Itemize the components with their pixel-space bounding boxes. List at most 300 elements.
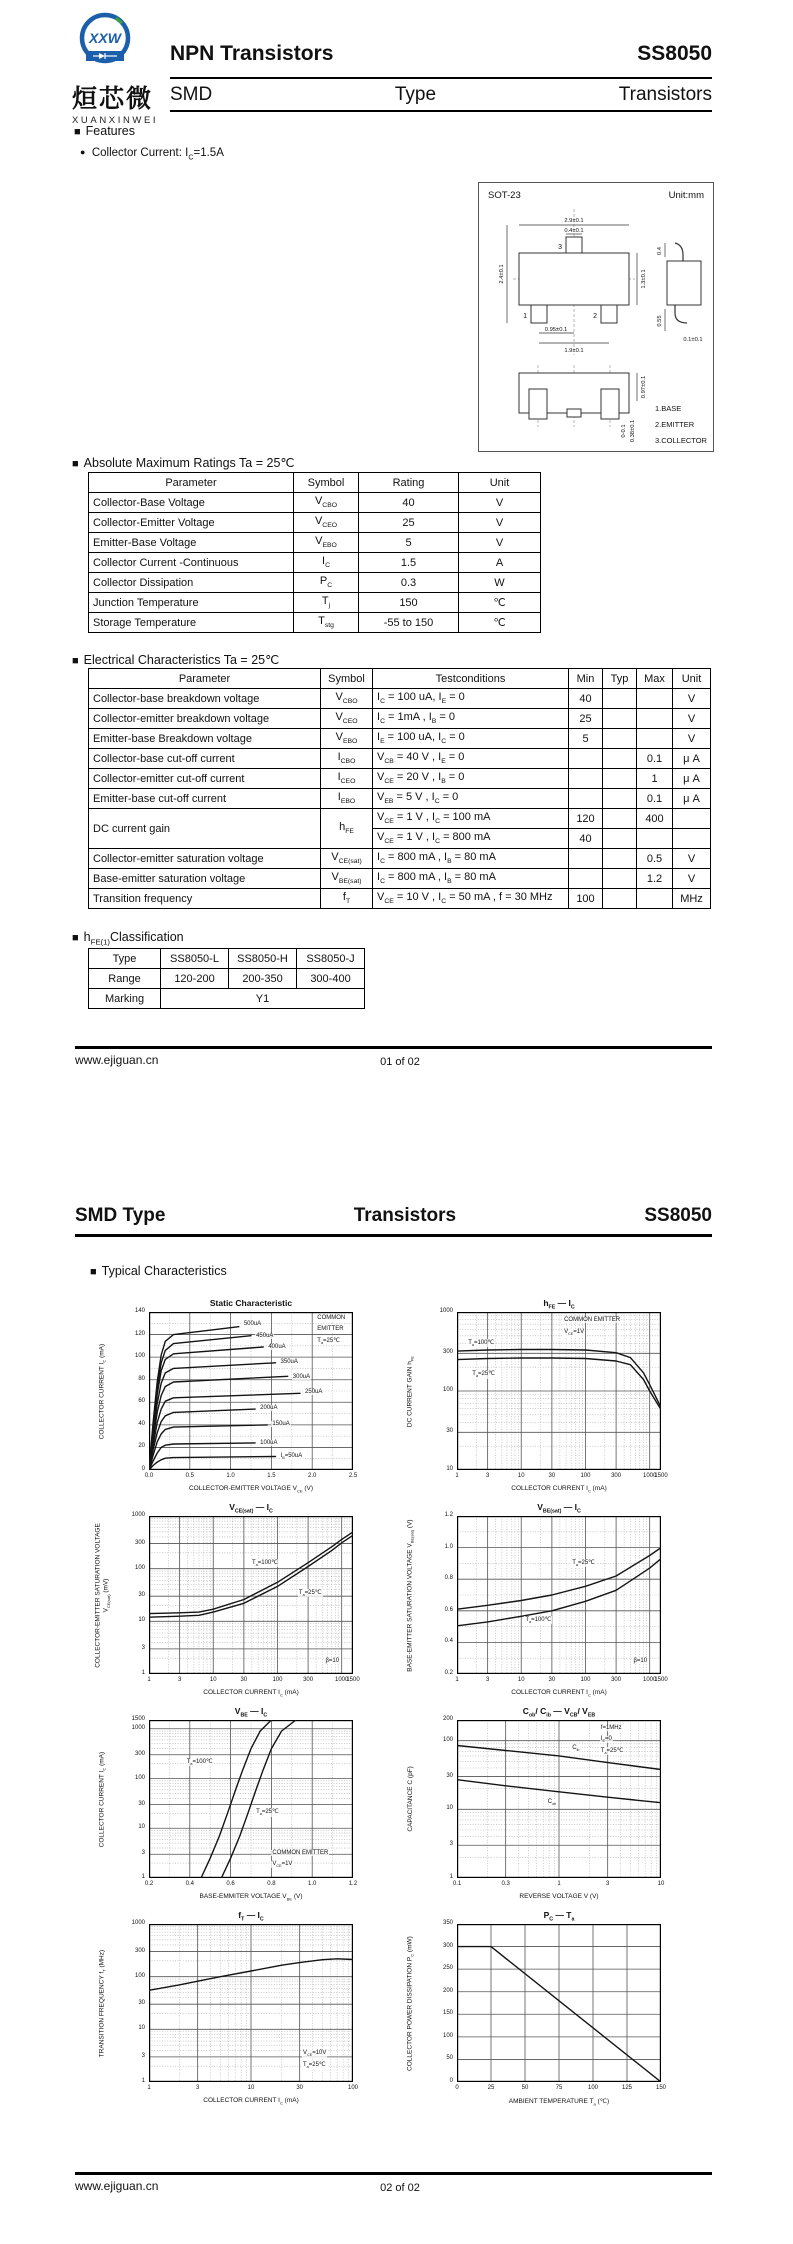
chart-annotation: $T_a=100℃$ [468,1339,495,1348]
table-cell: 5 [569,729,603,749]
table-cell [603,869,637,889]
y-tick-label: 0.4 [444,1638,453,1645]
x-tick-label: 150 [655,2085,666,2091]
table-row [89,729,711,749]
x-tick-label: 30 [240,1677,248,1683]
table-cell: 150 [359,593,459,613]
x-tick-label: 3 [605,1881,610,1887]
x-tick-label: 10 [517,1473,525,1479]
subtitle-smd: SMD [170,84,213,105]
y-tick-label: 3 [141,1850,145,1857]
page2-header-left: SMD Type [75,1205,166,1226]
abs-max-title-text: Absolute Maximum Ratings Ta = 25℃ [83,456,295,470]
table-cell [637,689,673,709]
x-tick-label: 1000 [643,1677,657,1683]
footer-rule-1 [75,1046,712,1049]
x-tick-label: 1000 [643,1473,657,1479]
column-header: Type [89,949,161,969]
pin3-number: 3 [558,244,562,251]
chart-ft-vs-ic [85,1910,365,2114]
x-tick-label: 0.1 [452,1881,462,1887]
x-axis-label: BASE-EMMITER VOLTAGE $V_{BE}$ (V) [199,1893,303,1902]
table-cell: 100 [569,889,603,909]
x-tick-label: 30 [296,2085,303,2091]
hfe-title [72,930,184,947]
chart-title: $V_{CE(sat)}$ — $I_C$ [229,1502,273,1515]
y-tick-label: 10 [446,1805,453,1812]
page2-header-right: SS8050 [644,1205,712,1226]
table-cell: $I_{CBO}$ [321,749,373,769]
table-cell: $I_C = 800$ mA , $I_B = 80$ mA [373,849,569,869]
chart-plot [149,1924,353,2082]
table-cell: 400 [637,809,673,829]
chart-title: Static Characteristic [209,1298,293,1308]
table-cell [637,709,673,729]
column-header: SS8050-H [229,949,297,969]
y-tick-label: 1500 [131,1716,145,1722]
column-header: Symbol [321,669,373,689]
table-cell: Collector Dissipation [89,573,294,593]
table-cell [569,769,603,789]
package-outline-box [478,182,714,452]
table-cell: Base-emitter saturation voltage [89,869,321,889]
y-axis-label: DC CURRENT GAIN $h_{FE}$ [406,1355,415,1427]
company-name-cn: 烜芯微 [72,85,154,113]
pin1-number: 1 [523,313,527,320]
y-tick-label: 1.2 [444,1512,453,1518]
x-tick-label: 10 [209,1677,217,1683]
y-tick-label: 200 [442,1987,453,1994]
chart-title: $C_{ob}/$ $C_{ib}$ — $V_{CB}/$ $V_{EB}$ [522,1706,596,1719]
table-cell: V [673,869,711,889]
chart-pc-vs-ta [393,1910,673,2114]
table-cell [637,729,673,749]
table-cell [603,889,637,909]
pin2-label: 2.EMITTER [655,420,695,429]
column-header: Unit [459,473,541,493]
y-tick-label: 1 [141,1874,145,1880]
y-tick-label: 50 [446,2055,453,2062]
section-bullet-icon: ■ [72,458,79,470]
chart-annotation: 450uA [256,1332,274,1339]
x-tick-label: 1 [455,1677,459,1683]
table-cell: Collector-base cut-off current [89,749,321,769]
table-cell [603,709,637,729]
dim-pin-span: 1.9±0.1 [564,348,584,354]
table-cell: 300-400 [297,969,365,989]
x-axis-label: COLLECTOR CURRENT $I_C$ (mA) [511,1485,607,1494]
table-cell: $T_j$ [294,593,359,613]
y-tick-label: 30 [138,2000,145,2007]
x-tick-label: 100 [347,2085,358,2091]
series-IB=500uA [149,1327,239,1470]
y-tick-label: 100 [134,1972,145,1979]
table-cell: μ A [673,749,711,769]
y-axis-label: COLLECTOR-EMITTER SATURATION VOLTAGE $V_{CE(sat)}$ (mV) [94,1522,111,1668]
table-row [89,989,365,1009]
y-tick-label: 100 [442,1736,453,1743]
chart-annotation: $T_a=100℃$ [525,1616,552,1624]
y-tick-label: 3 [449,1841,453,1848]
column-header: Symbol [294,473,359,493]
page-title: NPN Transistors [170,42,334,65]
footer-page-2: 02 of 02 [380,2182,420,2194]
table-cell [603,689,637,709]
dim-pin-pitch: 0.95±0.1 [544,327,568,333]
logo-mark-icon [72,10,138,74]
data-table [88,948,365,1009]
chart-annotation: $I_E=0$ [600,1735,612,1743]
chart-title: $V_{BE(sat)}$ — $I_C$ [537,1502,581,1515]
table-cell: A [459,553,541,573]
chart-annotation: β=10 [325,1658,340,1665]
chart-annotation: 200uA [260,1405,278,1412]
table-cell: Collector-Emitter Voltage [89,513,294,533]
table-cell [603,789,637,809]
dim-lead-bottom: 0.55 [657,315,663,327]
chart-annotation: $V_{CE}=1V$ [564,1329,585,1337]
footer-page-1: 01 of 02 [380,1056,420,1068]
y-tick-label: 100 [134,1353,145,1360]
table-cell: Marking [89,989,161,1009]
y-axis-label: COLLECTOR CURRENT $I_C$ (mA) [98,1751,107,1847]
y-tick-label: 30 [138,1800,145,1807]
abs-max-table [88,472,541,633]
features-title-text: Features [85,124,135,138]
y-tick-label: 0.8 [444,1575,453,1582]
y-tick-label: 30 [446,1772,453,1779]
table-cell: MHz [673,889,711,909]
y-tick-label: 100 [134,1564,145,1571]
column-header: Max [637,669,673,689]
y-tick-label: 3 [141,2052,145,2059]
y-tick-label: 30 [446,1428,453,1435]
package-drawing [479,205,713,449]
y-tick-label: 120 [134,1330,145,1337]
feature-text: Collector Current: $I_C=1.5A$ [91,147,224,162]
typical-characteristics-text: Typical Characteristics [101,1264,227,1278]
x-tick-label: 0.4 [185,1881,194,1887]
chart-vcesat-vs-ic [85,1502,365,1706]
table-cell: $V_{CBO}$ [321,689,373,709]
y-tick-label: 1 [141,2078,145,2084]
chart-annotation: 250uA [305,1389,323,1396]
x-tick-label: 30 [548,1473,556,1479]
table-cell: 0.1 [637,749,673,769]
table-cell [603,749,637,769]
table-cell: Collector Current -Continuous [89,553,294,573]
elec-title [72,652,279,667]
chart-annotation: 150uA [272,1421,290,1428]
section-bullet-icon: ■ [72,655,79,667]
y-tick-label: 10 [138,2025,145,2032]
table-cell: 1.2 [637,869,673,889]
x-tick-label: 300 [611,1473,622,1479]
y-tick-label: 150 [442,2010,453,2017]
y-tick-label: 0.6 [444,1606,453,1613]
table-cell: $I_C = 800$ mA , $I_B = 80$ mA [373,869,569,889]
dim-pad-height: 0.97±0.1 [641,375,647,399]
table-cell: $V_{CBO}$ [294,493,359,513]
chart-title: $P_C$ — $T_a$ [543,1910,575,1923]
title-row [170,42,712,66]
chart-vbesat-vs-ic [393,1502,673,1706]
y-tick-label: 60 [138,1398,145,1405]
x-axis-label: COLLECTOR CURRENT $I_C$ (mA) [203,2097,299,2106]
table-row [89,613,541,633]
table-cell: V [673,709,711,729]
table-cell: $h_{FE}$ [321,809,373,849]
table-cell: Transition frequency [89,889,321,909]
table-cell: 0.3 [359,573,459,593]
features-title [74,124,135,138]
y-tick-label: 0.2 [444,1670,453,1676]
x-axis-label: AMBIENT TEMPERATURE $T_a$ (℃) [508,2098,610,2107]
table-row [89,593,541,613]
x-tick-label: 0.3 [501,1881,510,1887]
chart-plot [457,1312,661,1470]
y-tick-label: 1000 [131,1512,145,1518]
table-cell: 40 [569,689,603,709]
x-tick-label: 1 [147,2085,151,2091]
column-header: Typ [603,669,637,689]
chart-annotation: $T_a=25℃$ [472,1371,495,1379]
table-cell: Range [89,969,161,989]
y-tick-label: 1000 [131,1724,145,1731]
x-tick-label: 125 [621,2085,632,2091]
table-row [89,533,541,553]
table-cell: V [673,729,711,749]
table-cell [569,749,603,769]
chart-annotation: $T_a=100℃$ [252,1559,279,1567]
x-tick-label: 50 [521,2085,529,2091]
table-cell: Collector-emitter breakdown voltage [89,709,321,729]
x-tick-label: 10 [657,1881,665,1887]
x-tick-label: 1.0 [308,1881,317,1887]
chart-annotation: 400uA [268,1343,286,1350]
x-tick-label: 10 [517,1677,525,1683]
y-axis-label: COLLECTOR CURRENT $I_C$ (mA) [98,1343,107,1439]
x-tick-label: 300 [303,1677,314,1683]
table-cell: 40 [569,829,603,849]
table-row [89,709,711,729]
subtitle-row [170,84,712,106]
chart-cob-cib-vs-v [393,1706,673,1910]
pin1-label: 1.BASE [655,404,682,413]
x-tick-label: 2.5 [348,1473,358,1479]
table-cell: 120 [569,809,603,829]
x-tick-label: 1.5 [267,1473,276,1479]
table-cell: ℃ [459,593,541,613]
x-tick-label: 30 [548,1677,556,1683]
table-cell: W [459,573,541,593]
table-cell: $V_{CE(sat)}$ [321,849,373,869]
x-tick-label: 0.0 [144,1473,154,1479]
y-tick-label: 30 [138,1592,145,1599]
table-cell [637,829,673,849]
part-number: SS8050 [637,42,712,65]
y-tick-label: 300 [134,1539,145,1546]
chart-plot [457,1720,661,1878]
chart-annotation: COMMON [317,1315,346,1322]
table-row [89,969,365,989]
table-cell: 0.5 [637,849,673,869]
y-tick-label: 1000 [131,1920,145,1926]
dim-pad-width: 0.38±0.1 [630,419,636,443]
table-cell: $f_T$ [321,889,373,909]
chart-annotation: $T_a=25℃$ [317,1338,340,1346]
bullet-icon: ● [80,147,86,157]
logo-letters: XXW [89,30,121,46]
y-tick-label: 10 [138,1824,145,1831]
table-cell: $V_{CE} = 1$ V , $I_C = 800$ mA [373,829,569,849]
table-cell: $V_{CB} = 40$ V , $I_E = 0$ [373,749,569,769]
table-cell: V [673,689,711,709]
table-cell: $V_{EBO}$ [321,729,373,749]
y-tick-label: 20 [138,1443,145,1450]
y-tick-label: 40 [138,1420,145,1427]
chart-annotation: EMITTER [317,1326,344,1333]
table-cell [673,809,711,829]
chart-annotation: $T_a=25℃$ [256,1809,279,1817]
typical-characteristics-title [90,1264,227,1278]
chart-annotation: $T_a=100℃$ [186,1758,213,1767]
y-tick-label: 350 [442,1920,453,1926]
table-cell [569,849,603,869]
table-cell: 25 [359,513,459,533]
table-cell: 0.1 [637,789,673,809]
package-unit: Unit:mm [668,190,704,201]
chart-title: $V_{BE}$ — $I_C$ [234,1706,268,1719]
chart-annotation: $V_{CE}=1V$ [272,1860,293,1868]
package-name: SOT-23 [488,190,521,201]
x-tick-label: 100 [272,1677,283,1683]
table-cell: ℃ [459,613,541,633]
x-tick-label: 1.2 [348,1881,358,1887]
table-row [89,789,711,809]
pin2-number: 2 [593,313,597,320]
table-cell [569,869,603,889]
x-axis-label: COLLECTOR-EMITTER VOLTAGE $V_{CE}$ (V) [188,1485,314,1494]
x-tick-label: 0.8 [267,1881,276,1887]
x-tick-label: 3 [195,2085,200,2091]
y-tick-label: 300 [134,1750,145,1757]
table-row [89,513,541,533]
x-axis-label: COLLECTOR CURRENT $I_C$ (mA) [203,1689,299,1698]
table-cell: Emitter-Base Voltage [89,533,294,553]
x-tick-label: 100 [587,2085,598,2091]
chart-annotation: COMMON EMITTER [564,1316,621,1323]
column-header: Unit [673,669,711,689]
company-name-en: XUANXINWEI [72,115,159,126]
column-header: Testconditions [373,669,569,689]
header-rule-1 [170,77,712,79]
table-cell [637,889,673,909]
table-cell: Collector-emitter saturation voltage [89,849,321,869]
table-cell: $I_{EBO}$ [321,789,373,809]
y-tick-label: 1000 [439,1308,453,1314]
chart-annotation: 300uA [292,1373,311,1380]
table-cell [603,849,637,869]
x-tick-label: 0.2 [144,1881,154,1887]
table-cell: V [459,533,541,553]
y-axis-label: TRANSITION FREQUENCY $f_T$ (MHz) [98,1949,107,2057]
dim-body-height: 1.3±0.1 [641,269,647,289]
y-axis-label: CAPACITANCE C (pF) [407,1766,415,1832]
table-cell: Y1 [161,989,365,1009]
x-tick-label: 2.0 [308,1473,317,1479]
chart-annotation: $T_a=25℃$ [600,1747,624,1756]
y-axis-label: BASE-EMITTER SATURATION VOLTAGE $V_{BE(sat)}$ (V) [406,1518,415,1672]
table-cell: V [673,849,711,869]
table-cell: $I_C = 100$ uA, $I_E = 0$ [373,689,569,709]
y-tick-label: 300 [442,1349,453,1356]
y-tick-label: 80 [138,1375,145,1382]
table-row [89,573,541,593]
x-tick-label: 1 [557,1881,561,1887]
table-row [89,689,711,709]
table-cell: $V_{BE(sat)}$ [321,869,373,889]
table-cell: V [459,513,541,533]
chart-annotation: $T_a=25℃$ [298,1589,322,1597]
y-tick-label: 250 [442,1965,453,1972]
header-rule-2 [170,110,712,112]
table-row [89,849,711,869]
table-row [89,749,711,769]
table-cell: 25 [569,709,603,729]
abs-max-title [72,455,294,470]
elec-title-text: Electrical Characteristics Ta = 25℃ [83,653,280,667]
section-bullet-icon: ■ [74,126,81,138]
table-cell: $I_C$ [294,553,359,573]
table-cell: Emitter-base Breakdown voltage [89,729,321,749]
chart-hfe-vs-ic [393,1298,673,1502]
company-logo [72,10,158,126]
chart-title: $h_{FE}$ — $I_C$ [543,1298,575,1311]
table-cell [603,769,637,789]
data-table [88,472,541,633]
elec-table [88,668,711,909]
x-tick-label: 1500 [346,1677,360,1683]
feature-item [80,147,224,161]
x-tick-label: 3 [485,1473,490,1479]
x-tick-label: 25 [487,2085,495,2091]
dim-height-total: 2.4±0.1 [499,264,505,284]
column-header: Rating [359,473,459,493]
hfe-table [88,948,365,1009]
section-bullet-icon: ■ [72,932,79,944]
table-cell: 5 [359,533,459,553]
y-tick-label: 1.0 [444,1543,453,1550]
table-cell [569,789,603,809]
chart-annotation: 100uA [260,1439,278,1446]
chart-annotation: f=1MHz [600,1724,622,1731]
table-cell: Emitter-base cut-off current [89,789,321,809]
dim-pad-gap: 0-0.1 [621,424,627,438]
table-row [89,769,711,789]
dim-standoff: 0.1±0.1 [683,337,703,343]
chart-annotation: COMMON EMITTER [272,1849,329,1856]
column-header: SS8050-J [297,949,365,969]
y-tick-label: 300 [442,1942,453,1949]
y-tick-label: 1 [141,1670,145,1676]
dim-pin-width: 0.4±0.1 [564,228,584,234]
chart-annotation: $I_B=50uA$ [280,1452,303,1460]
x-tick-label: 3 [485,1677,490,1683]
subtitle-type: Type [394,84,437,105]
x-tick-label: 100 [580,1473,591,1479]
x-tick-label: 1500 [654,1677,668,1683]
